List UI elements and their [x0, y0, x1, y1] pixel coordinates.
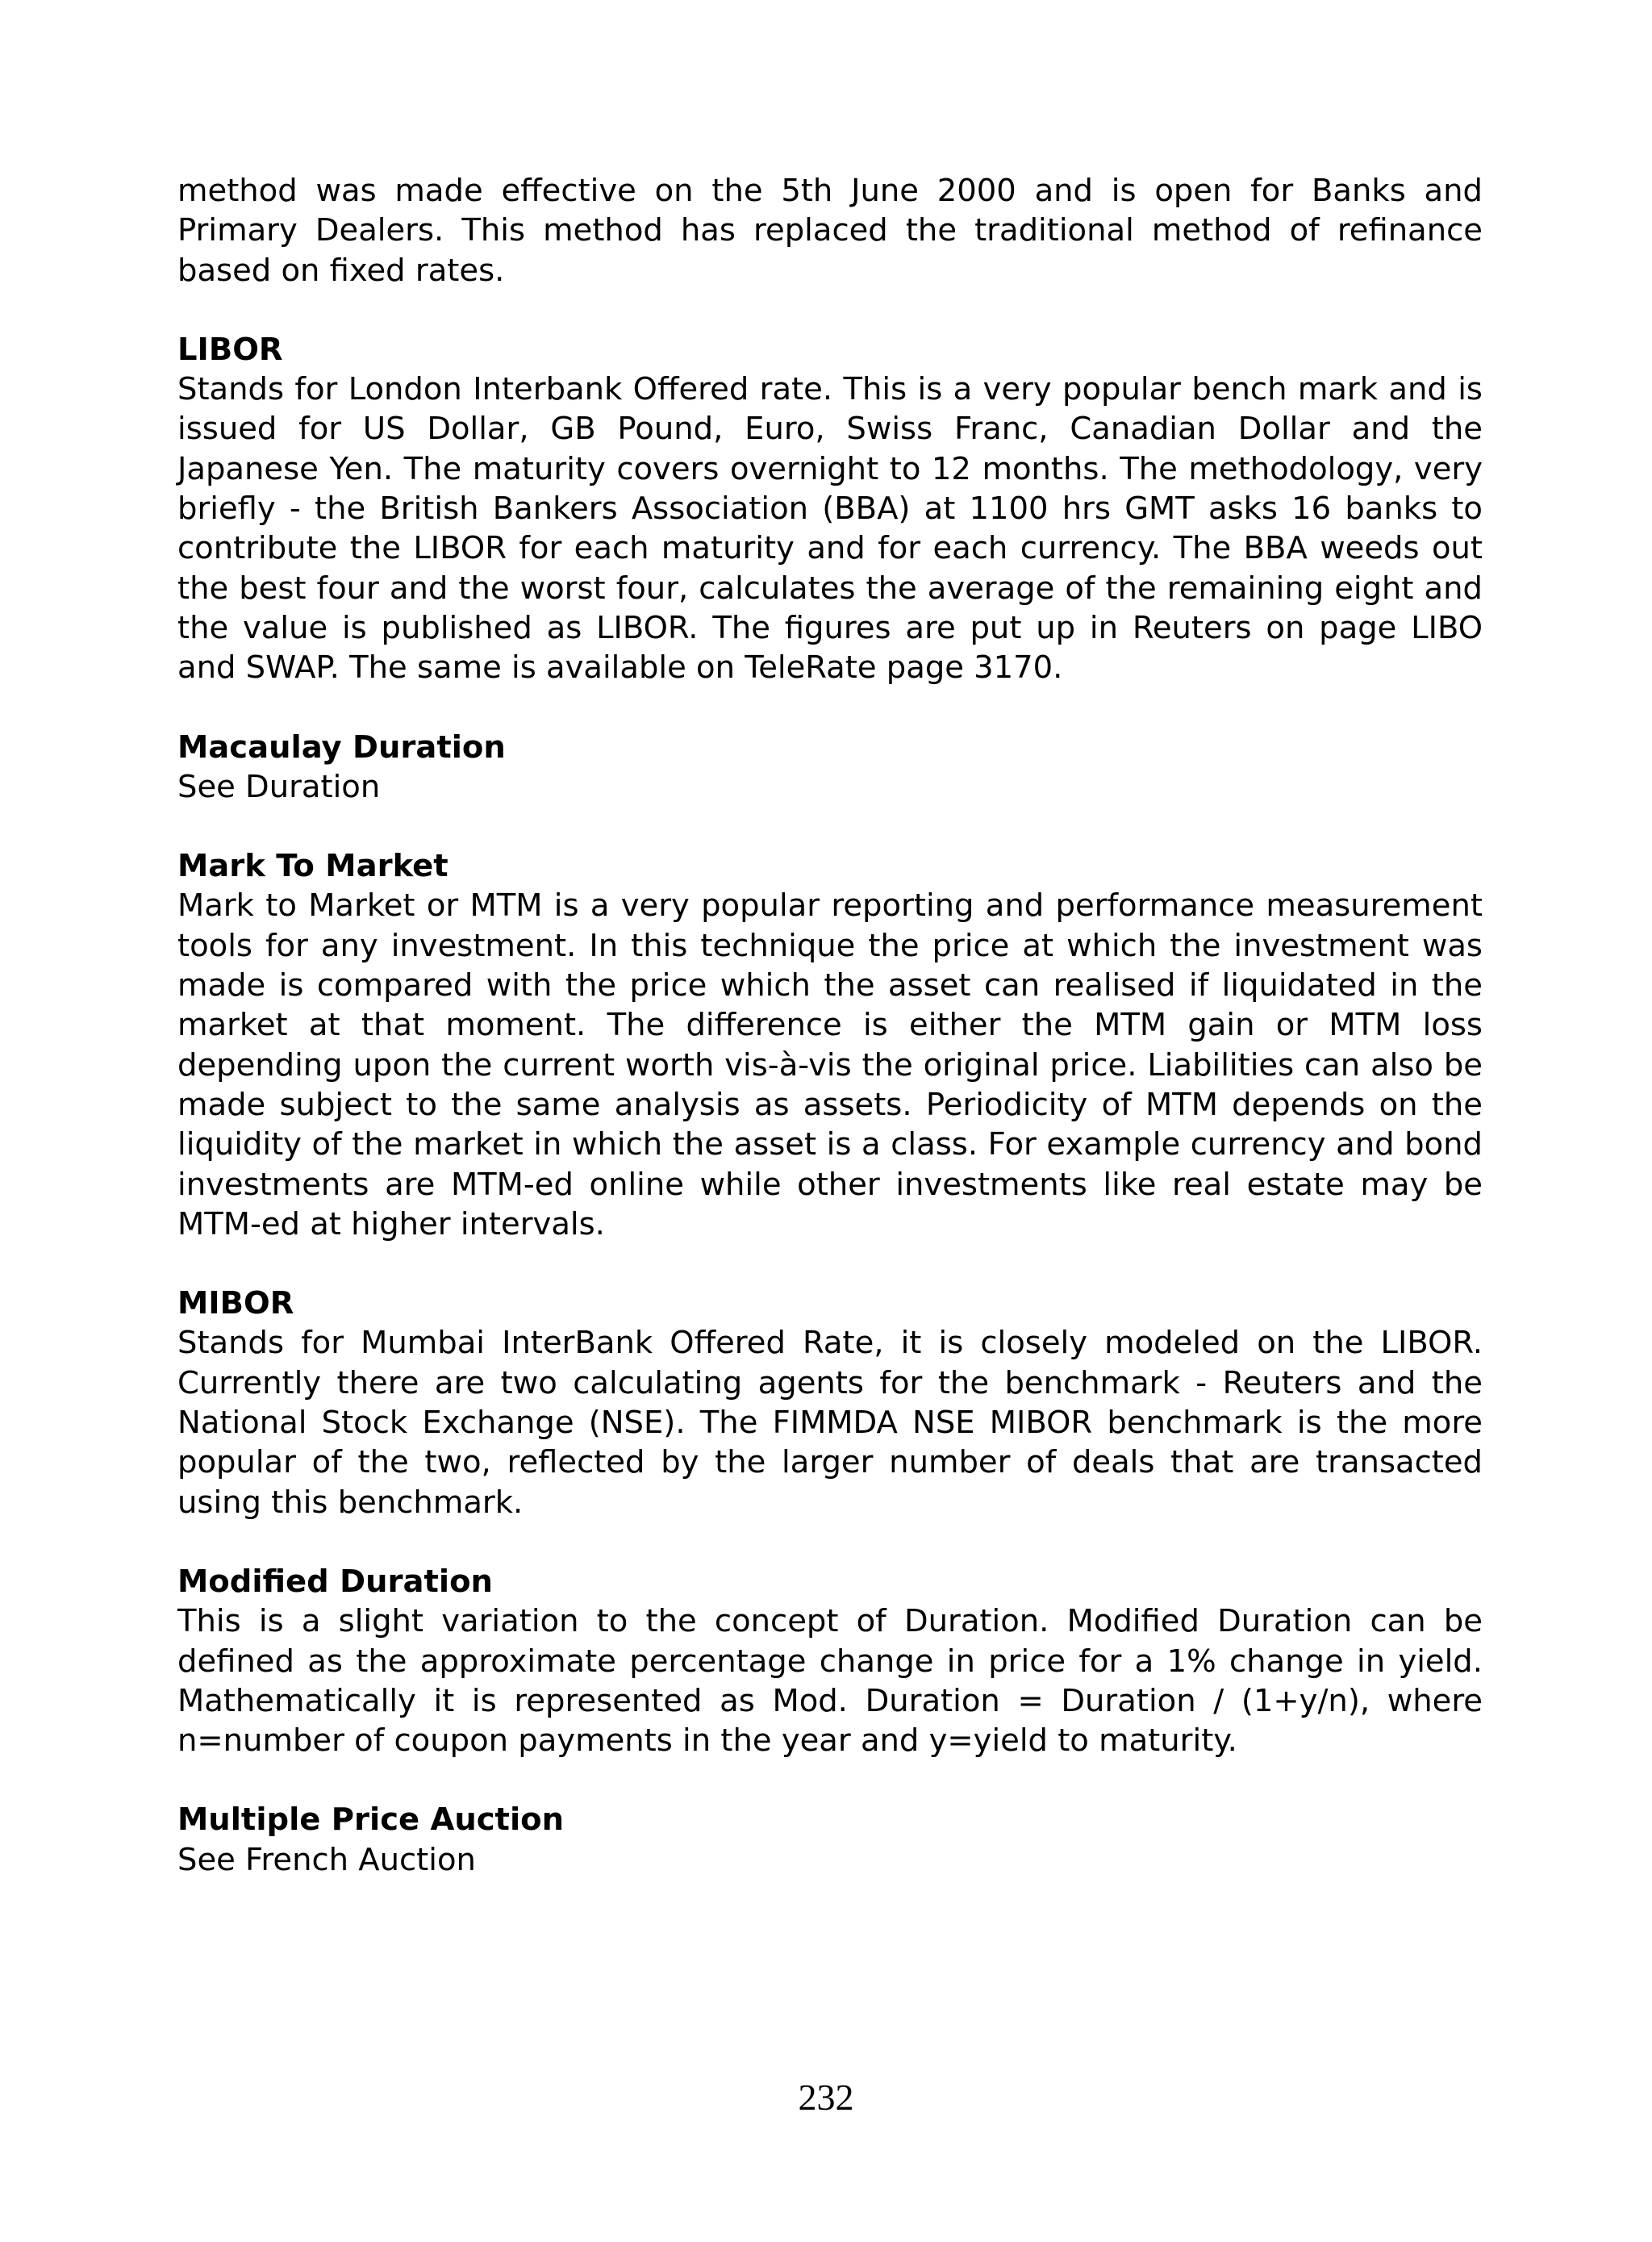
entry-term: Mark To Market	[177, 848, 448, 885]
entry-definition: Stands for Mumbai InterBank Offered Rate, it is closely modeled on the LIBOR. Currently there are two calculating agents for the benchmark - Reuters and the National Stock Exchange (NSE). The FIMMDA NSE MIBOR benchmark is the more popular of the two, reflected by the larger number of deals that are transacted using this benchmark.	[177, 1325, 1483, 1521]
page-number: 232	[798, 2077, 854, 2118]
entry-term: LIBOR	[177, 331, 283, 368]
entry-term: Macaulay Duration	[177, 729, 506, 766]
intro-paragraph: method was made effective on the 5th June 2000 and is open for Banks and Primary Dealers. This method has replaced the traditional method of refinance based on fixed rates.	[177, 173, 1483, 289]
entry-term: MIBOR	[177, 1285, 294, 1322]
entry-term: Multiple Price Auction	[177, 1802, 565, 1839]
entry-term: Modified Duration	[177, 1563, 493, 1600]
glossary-entry-mibor	[177, 1284, 1483, 1522]
page-content	[177, 171, 1483, 1880]
glossary-entry-macaulay-duration	[177, 728, 1483, 808]
glossary-entry-modified-duration	[177, 1562, 1483, 1760]
entry-definition: Stands for London Interbank Offered rate. This is a very popular bench mark and is issued for US Dollar, GB Pound, Euro, Swiss Franc, Canadian Dollar and the Japanese Yen. The maturity covers overnight to 12 months. The methodology, very briefly - the British Bankers Association (BBA) at 1100 hrs GMT asks 16 banks to contribute the LIBOR for each maturity and for each currency. The BBA weeds out the best four and the worst four, calculates the average of the remaining eight and the value is published as LIBOR. The figures are put up in Reuters on page LIBO and SWAP. The same is available on TeleRate page 3170.	[177, 371, 1483, 687]
glossary-entry-libor	[177, 330, 1483, 688]
glossary-entry-mark-to-market	[177, 846, 1483, 1244]
glossary-entry-multiple-price-auction	[177, 1800, 1483, 1880]
entry-definition: See French Auction	[177, 1841, 476, 1878]
entry-definition: Mark to Market or MTM is a very popular reporting and performance measurement tools for any investment. In this technique the price at which the investment was made is compared with the price which the asset can realised if liquidated in the market at that moment. The difference is either the MTM gain or MTM loss depending upon the current worth vis-à-vis the original price. Liabilities can also be made subject to the same analysis as assets. Periodicity of MTM depends on the liquidity of the market in which the asset is a class. For example currency and bond investments are MTM-ed online while other investments like real estate may be MTM-ed at higher intervals.	[177, 887, 1483, 1242]
entry-definition: This is a slight variation to the concept of Duration. Modified Duration can be defined as the approximate percentage change in price for a 1% change in yield. Mathematically it is represented as Mod. Duration = Duration / (1+y/n), where n=number of coupon payments in the year and y=yield to maturity.	[177, 1603, 1483, 1760]
entry-definition: See Duration	[177, 768, 381, 805]
